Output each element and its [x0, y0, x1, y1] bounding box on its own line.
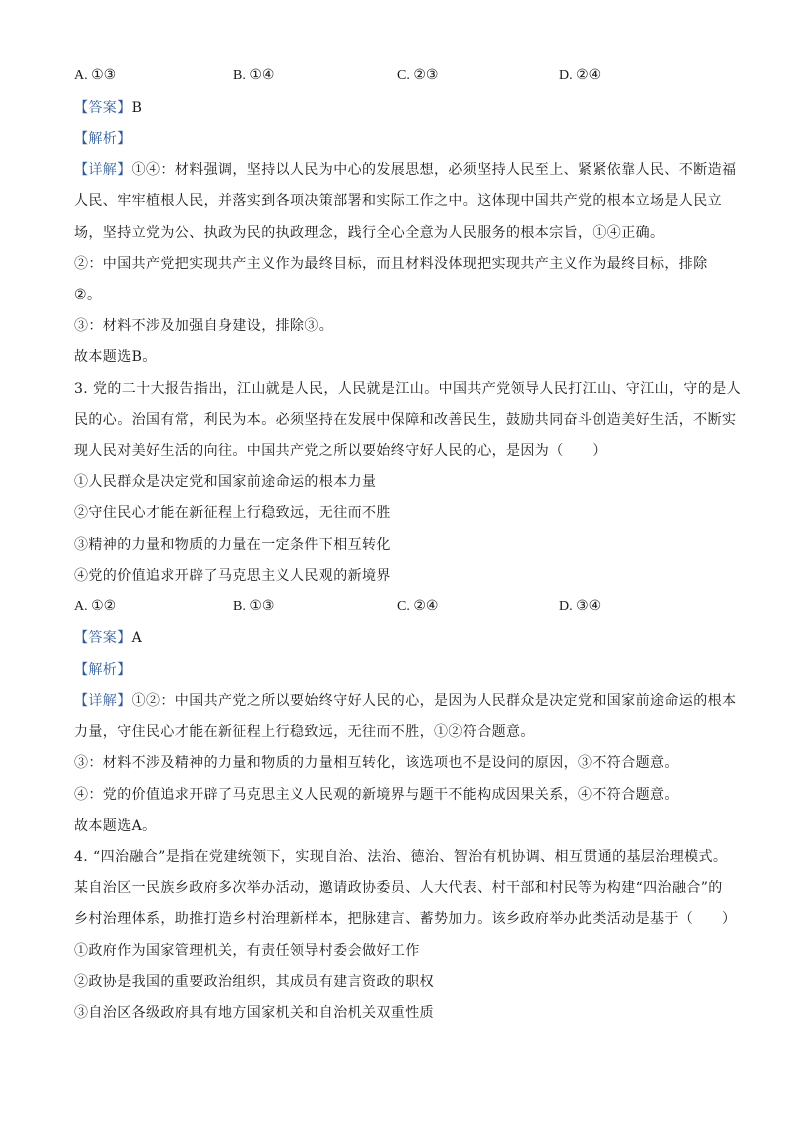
q3-options-row	[74, 596, 734, 618]
q2-detail-line-2: 人民、牢牢植根人民，并落实到各项决策部署和实际工作之中。这体现中国共产党的根本立场是人民立	[74, 193, 722, 209]
q2-analysis-heading	[74, 128, 734, 150]
q3-choice-3: ③精神的力量和物质的力量在一定条件下相互转化	[74, 537, 391, 553]
q3-detail-line-2: 力量，守住民心才能在新征程上行稳致远，无往而不胜，①②符合题意。	[74, 724, 535, 740]
q3-answer	[74, 627, 734, 649]
q4-choice-1: ①政府作为国家管理机关，有责任领导村委会做好工作	[74, 943, 420, 959]
detail-tag: 【详解】	[74, 693, 132, 709]
q2-option-c: C. ②③	[397, 68, 439, 83]
q3-stem-line-3: 现人民对美好生活的向往。中国共产党之所以要始终守好人民的心，是因为（ ）	[74, 443, 607, 459]
q3-choice-1: ①人民群众是决定党和国家前途命运的根本力量	[74, 474, 377, 490]
q2-options-row	[74, 65, 734, 87]
detail-tag: 【详解】	[74, 162, 132, 178]
answer-value: A	[131, 630, 143, 646]
q2-detail-line-6: ③：材料不涉及加强自身建设，排除③。	[74, 318, 334, 334]
q3-analysis-heading	[74, 659, 734, 681]
q2-answer	[74, 97, 734, 119]
q2-conclusion: 故本题选B。	[74, 349, 157, 365]
analysis-tag: 【解析】	[74, 131, 132, 147]
q2-detail-line-5: ②。	[74, 287, 102, 303]
q3-choice-4: ④党的价值追求开辟了马克思主义人民观的新境界	[74, 568, 391, 584]
q3-detail-line-4: ④：党的价值追求开辟了马克思主义人民观的新境界与题干不能构成因果关系，④不符合题意。	[74, 787, 679, 803]
answer-tag: 【答案】	[74, 100, 132, 116]
analysis-tag: 【解析】	[74, 662, 132, 678]
q3-option-a: A. ①②	[74, 599, 117, 614]
q3-detail-line-3: ③：材料不涉及精神的力量和物质的力量相互转化，该选项也不是设问的原因，③不符合题意。	[74, 755, 679, 771]
q4-choice-3: ③自治区各级政府具有地方国家机关和自治机关双重性质	[74, 1005, 434, 1021]
q2-option-d: D. ②④	[559, 68, 602, 83]
q2-detail-line-1	[74, 159, 737, 181]
q2-option-a: A. ①③	[74, 68, 117, 83]
q2-option-b: B. ①④	[233, 68, 275, 83]
q3-option-d: D. ③④	[559, 599, 602, 614]
q4-stem-line-3: 乡村治理体系，助推打造乡村治理新样本，把脉建言、蓄势加力。该乡政府举办此类活动是基于（ ）	[74, 911, 737, 927]
q4-stem-line-2: 某自治区一民族乡政府多次举办活动，邀请政协委员、人大代表、村干部和村民等为构建“四治融合”的	[74, 880, 723, 896]
answer-value: B	[131, 100, 143, 116]
q3-conclusion: 故本题选A。	[74, 818, 157, 834]
q3-option-c: C. ②④	[397, 599, 439, 614]
q4-choice-2: ②政协是我国的重要政治组织，其成员有建言资政的职权	[74, 974, 434, 990]
detail-text: ①④：材料强调，坚持以人民为中心的发展思想，必须坚持人民至上、紧紧依靠人民、不断造福	[131, 162, 737, 178]
q4-stem-line-1: 4. “四治融合”是指在党建统领下，实现自治、法治、德治、智治有机协调、相互贯通的基层治理模式。	[74, 849, 728, 865]
q2-detail-line-4: ②：中国共产党把实现共产主义作为最终目标，而且材料没体现把实现共产主义作为最终目标，排除	[74, 256, 708, 272]
q3-choice-2: ②守住民心才能在新征程上行稳致远，无往而不胜	[74, 505, 391, 521]
q3-stem-line-1: 3. 党的二十大报告指出，江山就是人民，人民就是江山。中国共产党领导人民打江山、守江山，守的是人	[74, 381, 742, 397]
q2-detail-line-3: 场，坚持立党为公、执政为民的执政理念，践行全心全意为人民服务的根本宗旨，①④正确。	[74, 225, 665, 241]
q3-stem-line-2: 民的心。治国有常，利民为本。必须坚持在发展中保障和改善民生，鼓励共同奋斗创造美好生活，不断实	[74, 412, 737, 428]
q3-detail-line-1	[74, 690, 737, 712]
answer-tag: 【答案】	[74, 630, 132, 646]
detail-text: ①②：中国共产党之所以要始终守好人民的心，是因为人民群众是决定党和国家前途命运的根本	[131, 693, 737, 709]
q3-option-b: B. ①③	[233, 599, 275, 614]
